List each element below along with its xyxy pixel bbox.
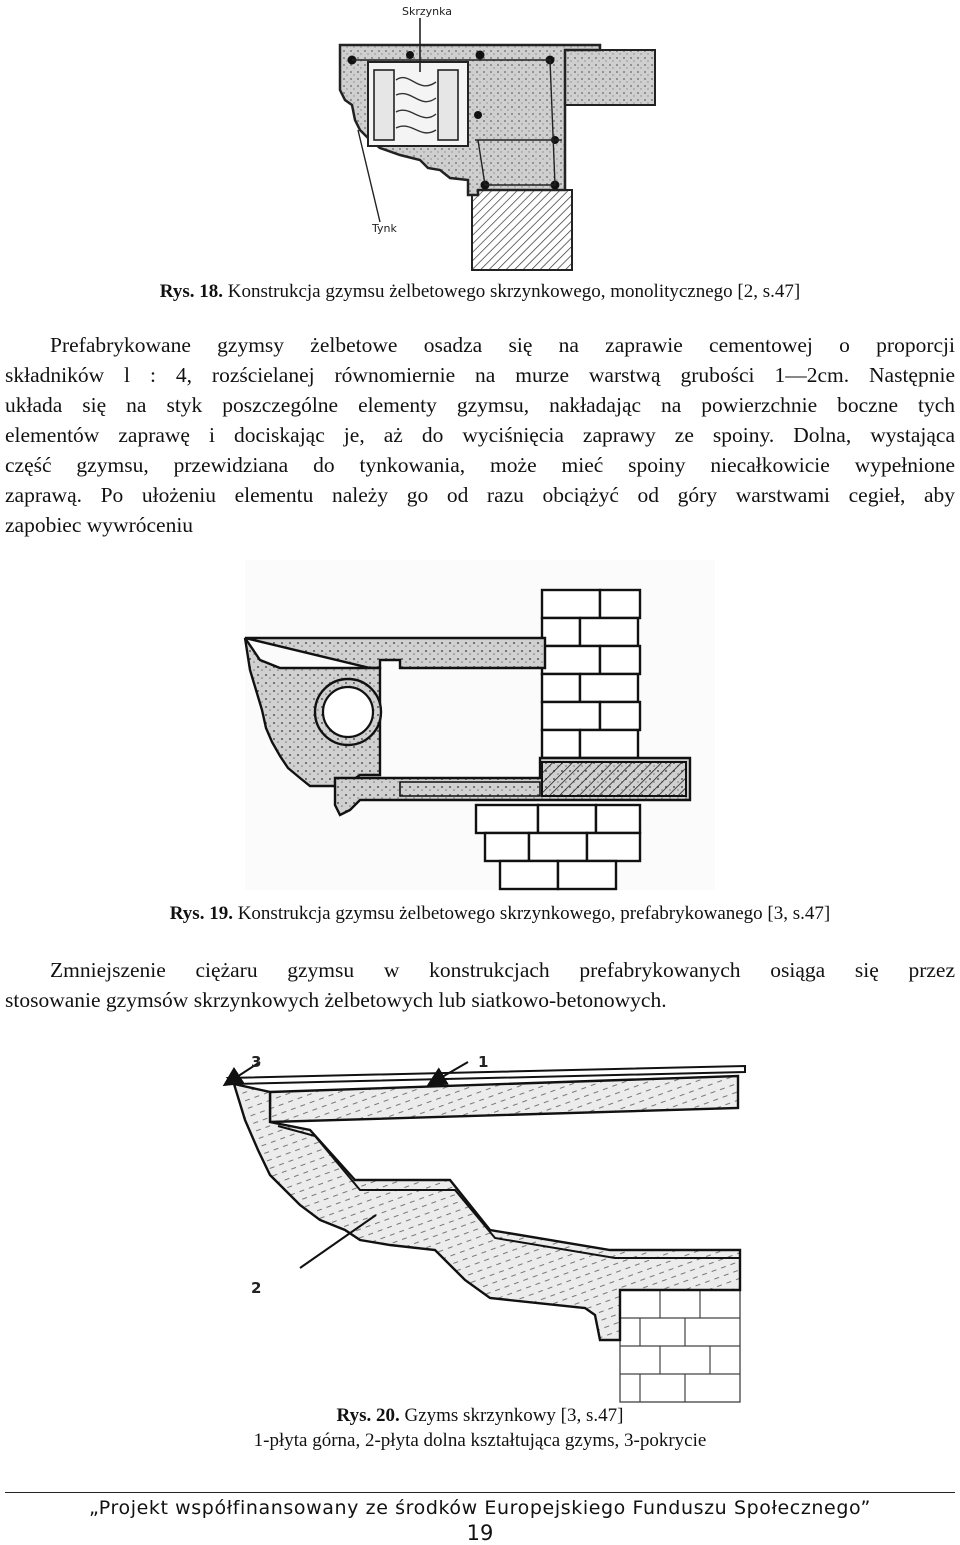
- paragraph-1-line: układa się na styk poszczególne elementy gzymsu, nakładając na powierzchnie boczne tych: [5, 393, 955, 417]
- figure-18-drawing: [300, 0, 660, 275]
- page-number: 19: [466, 1521, 494, 1545]
- paragraph-2-line: stosowanie gzymsów skrzynkowych żelbetowych lub siatkowo-betonowych.: [5, 988, 667, 1012]
- figure-20-caption: [0, 1405, 960, 1427]
- figure-18-caption: [0, 281, 960, 303]
- figure-19-caption-number: Rys. 19.: [169, 903, 233, 924]
- figure-20-label-2: 2: [251, 1279, 262, 1297]
- footer-funding-note: „Projekt współfinansowany ze środków Europejskiego Funduszu Społecznego”: [89, 1497, 871, 1519]
- figure-18-label-top: Skrzynka: [402, 5, 453, 18]
- figure-19-drawing: [240, 560, 720, 895]
- paragraph-1-line: składników l : 4, rozścielanej równomiernie na murze warstwą grubości 1—2cm. Następnie: [5, 363, 955, 387]
- figure-20-label-1: 1: [478, 1053, 489, 1071]
- figure-19-caption-text: Konstrukcja gzymsu żelbetowego skrzynkowego, prefabrykowanego [3, s.47]: [232, 903, 831, 924]
- figure-20-caption-number: Rys. 20.: [336, 1405, 400, 1426]
- figure-20-legend: 1-płyta górna, 2-płyta dolna kształtująca gzyms, 3-pokrycie: [253, 1430, 707, 1451]
- figure-18-caption-text: Konstrukcja gzymsu żelbetowego skrzynkowego, monolitycznego [2, s.47]: [222, 281, 801, 302]
- paragraph-1-line: elementów zaprawę i dociskając je, aż do wyciśnięcia zaprawy ze spoiny. Dolna, wystająca: [5, 423, 955, 447]
- paragraph-2-line: Zmniejszenie ciężaru gzymsu w konstrukcjach prefabrykowanych osiąga się przez: [50, 958, 955, 982]
- figure-20-drawing: [190, 1040, 770, 1405]
- figure-19-caption: [0, 903, 960, 925]
- figure-18-caption-number: Rys. 18.: [159, 281, 223, 302]
- paragraph-1-line: Prefabrykowane gzymsy żelbetowe osadza się na zaprawie cementowej o proporcji: [50, 333, 955, 357]
- figure-18-label-bottom: Tynk: [372, 222, 397, 235]
- paragraph-2: [5, 955, 955, 1015]
- figure-20-caption-text: Gzyms skrzynkowy [3, s.47]: [399, 1405, 624, 1426]
- figure-20-label-3: 3: [251, 1053, 262, 1071]
- footer-divider: [5, 1492, 955, 1493]
- paragraph-1-line: część gzymsu, przewidziana do tynkowania, może mieć spoiny niecałkowicie wypełnione: [5, 453, 955, 477]
- paragraph-1-line: zapobiec wywróceniu: [5, 513, 194, 537]
- paragraph-1-line: zaprawą. Po ułożeniu elementu należy go od razu obciążyć od góry warstwami cegieł, aby: [5, 483, 955, 507]
- paragraph-1: [5, 330, 955, 540]
